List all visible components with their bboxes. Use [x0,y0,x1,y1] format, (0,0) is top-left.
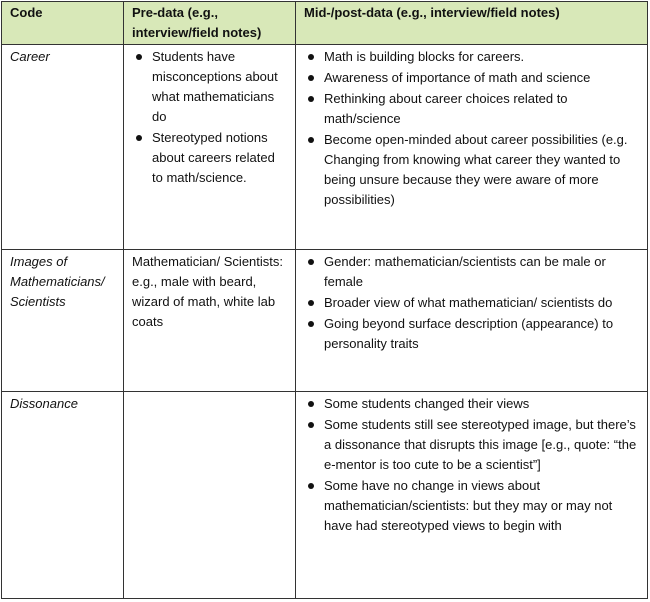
list-item: Students have misconceptions about what mathematicians do [132,47,287,127]
pre-data-cell: Mathematician/ Scientists: e.g., male with beard, wizard of math, white lab coats [124,250,296,392]
table-row-images [2,250,648,392]
list-item: Rethinking about career choices related to math/science [304,89,639,129]
list-item: Broader view of what mathematician/ scientists do [304,293,639,313]
pre-data-cell [124,392,296,599]
post-data-cell [296,250,648,392]
list-item: Stereotyped notions about careers related to math/science. [132,128,287,188]
header-pre-data: Pre-data (e.g., interview/field notes) [124,2,296,45]
list-item: Awareness of importance of math and science [304,68,639,88]
list-item: Going beyond surface description (appearance) to personality traits [304,314,639,354]
post-data-cell [296,45,648,250]
table-row-career [2,45,648,250]
post-data-list [304,394,639,536]
list-item: Some students changed their views [304,394,639,414]
list-item: Some have no change in views about mathematician/scientists: but they may or may not have had stereotyped views to begin with [304,476,639,536]
code-cell: Career [2,45,124,250]
list-item: Gender: mathematician/scientists can be male or female [304,252,639,292]
code-cell: Images of Mathematicians/ Scientists [2,250,124,392]
list-item: Math is building blocks for careers. [304,47,639,67]
post-data-cell [296,392,648,599]
pre-data-list [132,47,287,188]
post-data-list [304,47,639,210]
table-row-dissonance [2,392,648,599]
header-code: Code [2,2,124,45]
code-cell: Dissonance [2,392,124,599]
list-item: Some students still see stereotyped image, but there’s a dissonance that disrupts this image [e.g., quote: “the e-mentor is too cute to be a scientist”] [304,415,639,475]
header-row [2,2,648,45]
coding-table [1,1,648,599]
list-item: Become open-minded about career possibilities (e.g. Changing from knowing what career they wanted to being unsure because they were aware of more possibilities) [304,130,639,210]
post-data-list [304,252,639,354]
header-post-data: Mid-/post-data (e.g., interview/field notes) [296,2,648,45]
pre-data-cell [124,45,296,250]
